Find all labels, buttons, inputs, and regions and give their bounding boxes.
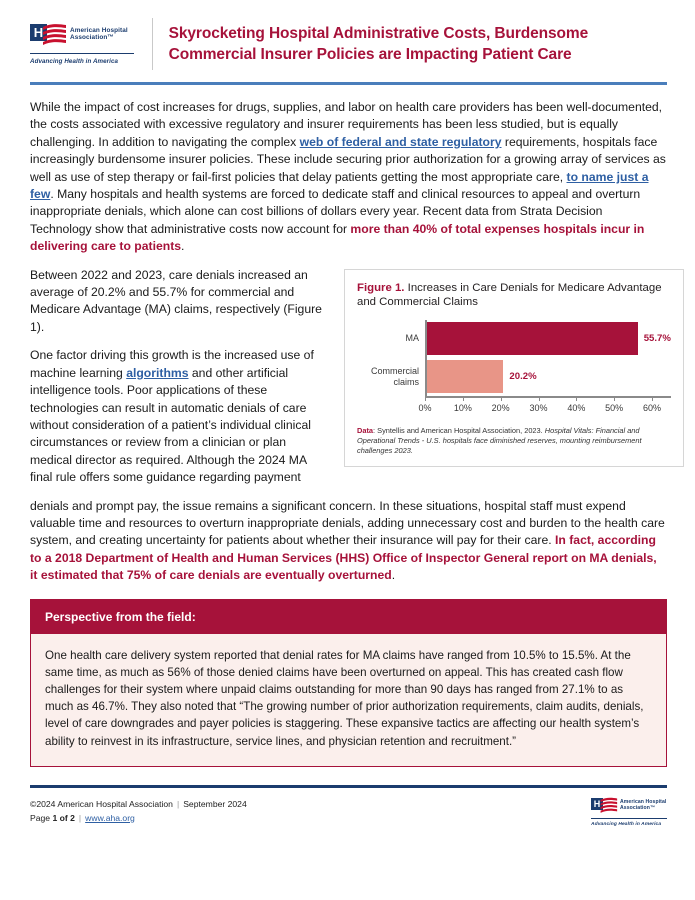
link-federal-state-regulatory[interactable]: web of federal and state regulatory [299,134,502,149]
denials-paragraph: Between 2022 and 2023, care denials increased an average of 20.2% and 55.7% for commercial and Medicare Advantage (MA) claims, respectively (Figure 1). [30,267,322,334]
chart-axis-tick [463,396,464,401]
figure-source-label: Data [357,425,374,435]
bar-commercial [427,360,503,393]
footer-line-1 [30,797,247,811]
intro-text-1: While the impact of cost increases for drugs, supplies, and labor on health care providers has been well-documented, the costs associated with excessive regulatory and insurer requirements has been less studied, but is equally challenging. In addition to navigating the complex [30,100,663,149]
chart-axis-tick [425,396,426,401]
footer-hospital-h-icon: H [591,798,603,810]
oig-text-1: denials and prompt pay, the issue remains a significant concern. In these situations, hospital staff must expend valuable time and resources to overturn inappropriate denials, adding unnecessary cost and burden to the health care system, and creating uncertainty for patients about whether their insurance will pay for their care. [30,498,665,548]
logo-divider [30,53,134,54]
footer-date: September 2024 [183,798,247,809]
oig-highlight-stat: In fact, according to a 2018 Department of Health and Human Services (HHS) Office of Inspector General report on MA denials, it estimated that 75% of care denials are eventually overturned [30,533,657,583]
figure-number: Figure 1. [357,281,405,294]
chart-axis-tick-label: 50% [605,402,624,413]
chart-axis-tick [614,396,615,401]
chart-axis-tick-label: 60% [642,402,662,413]
aha-logo [30,23,148,66]
chart-axis-tick [652,396,653,401]
left-text-column [30,267,330,498]
chart-axis-tick-label: 10% [453,402,472,413]
perspective-callout [30,599,667,767]
logo-tagline: Advancing Health in America [30,57,119,65]
link-to-name-just-a-few[interactable]: to name just a few [30,169,649,202]
figure-title-text: Increases in Care Denials for Medicare Advantage and Commercial Claims [357,281,662,309]
care-denials-bar-chart [357,318,671,416]
algorithms-text-2: and other artificial intelligence tools. Poor applications of these technologies can result in automatic denials of care without consideration of a patient’s individual clinical circumstances or review from a clinician or plan medical director as required. Although the 2024 MA final rule offers some guidance regarding payment [30,365,311,485]
chart-axis-tick-label: 40% [567,402,586,413]
footer-rule [30,785,667,788]
footer-page-number: 1 of 2 [52,812,75,823]
oig-text-2: . [391,568,396,583]
footer-text-block [30,797,247,825]
link-algorithms[interactable]: algorithms [126,365,189,380]
chart-label-commercial [357,358,419,396]
oig-paragraph [30,498,667,585]
document-header [0,0,695,72]
chart-axis-tick-label: 30% [529,402,548,413]
chart-category-labels [357,320,425,396]
chart-bars-area [425,320,671,396]
algorithms-paragraph [30,347,330,486]
chart-label-commercial-text: Commercial claims [370,365,419,387]
right-figure-column [344,267,684,468]
intro-text-4: . [181,239,185,254]
intro-paragraph [30,99,667,256]
footer-separator-2: | [78,812,82,823]
figure-1-card [344,269,684,468]
logo-top-row [30,23,138,49]
intro-highlight-stat: more than 40% of total expenses hospitals incur in delivering care to patients [30,221,645,254]
figure-source-note [357,426,671,457]
aha-logo-icon [30,23,66,49]
chart-axis-tick [501,396,502,401]
figure-title [357,281,671,310]
intro-text-2: requirements, hospitals face increasingly burdensome insurer policies. These include securing prior authorization for a growing array of services as well as use of step therapy or fail-first policies that delay patients getting the most appropriate care, [30,134,666,184]
footer-logo-name-line2: Association™ [620,804,656,811]
bar-row-commercial [427,358,671,396]
chart-axis-tick-label: 20% [491,402,510,413]
logo-name-line1: American Hospital [70,26,128,34]
footer-logo-wordmark [620,797,666,811]
figure-source-italic: Hospital Vitals: Financial and Operational Trends - U.S. hospitals face diminished reserves, mounting reimbursement challenges 2023. [357,425,642,456]
footer-copyright: ©2024 American Hospital Association [30,798,173,809]
bar-ma [427,322,638,355]
intro-text-3: . Many hospitals and health systems are forced to dedicate staff and clinical resources to appeal and overturn inappropriate denials, which alone can cost billions of dollars every year. Recent data from Strata Decision Technology show that administrative costs now account for [30,187,641,236]
footer-aha-logo-icon [591,797,617,816]
algorithms-text-1: One factor driving this growth is the increased use of machine learning [30,348,314,380]
page-title: Skyrocketing Hospital Administrative Costs, Burdensome Commercial Insurer Policies are Impacting Patient Care [168,25,589,63]
chart-axis-tick [576,396,577,401]
footer-aha-logo [591,797,667,828]
footer-logo-tagline: Advancing Health in America [591,821,662,827]
footer-line-2 [30,811,247,825]
chart-label-ma-text: MA [405,333,419,344]
hospital-h-icon: H [30,24,47,41]
footer-logo-name-line1: American Hospital [620,798,667,805]
document-footer [30,797,667,828]
chart-x-axis [418,396,671,416]
footer-website-link[interactable]: www.aha.org [85,812,135,823]
bar-value-ma: 55.7% [643,333,671,345]
footer-separator-1: | [176,798,180,809]
chart-label-ma [357,320,419,358]
flag-swoosh-icon [41,23,67,48]
logo-wordmark [70,23,128,43]
footer-logo-divider [591,818,667,819]
footer-page-prefix: Page [30,812,53,823]
chart-axis-tick [539,396,540,401]
footer-logo-top-row [591,797,666,816]
document-body [0,85,695,585]
perspective-text: One health care delivery system reported that denial rates for MA claims have ranged from 10.5% to 15.5%. At the same time, as much as 56% of those denied claims have been overturned on appeal. This has created cash flow challenges for their system where unpaid claims outstanding for more than 90 days has ranged from 27.1% to as much as 46.7%. They also noted that “The growing number of prior authorization requirements, claim audits, denials, level of care downgrades and payer policies is staggering. These expansive tactics are affecting our health system’s ability to reinvest in its infrastructure, service lines, and physician retention and recruitment.” [31,634,666,766]
chart-plot-area [357,320,671,396]
chart-axis-tick-label: 0% [418,402,432,413]
two-column-section [30,267,671,498]
bar-row-ma [427,320,671,358]
figure-source-plain: : Syntellis and American Hospital Association, 2023. [373,425,545,435]
bar-value-commercial: 20.2% [509,371,537,383]
logo-name-line2: Association™ [70,34,114,42]
footer-flag-swoosh-icon [599,797,618,815]
perspective-heading: Perspective from the field: [31,600,666,634]
header-vertical-divider [152,18,153,70]
